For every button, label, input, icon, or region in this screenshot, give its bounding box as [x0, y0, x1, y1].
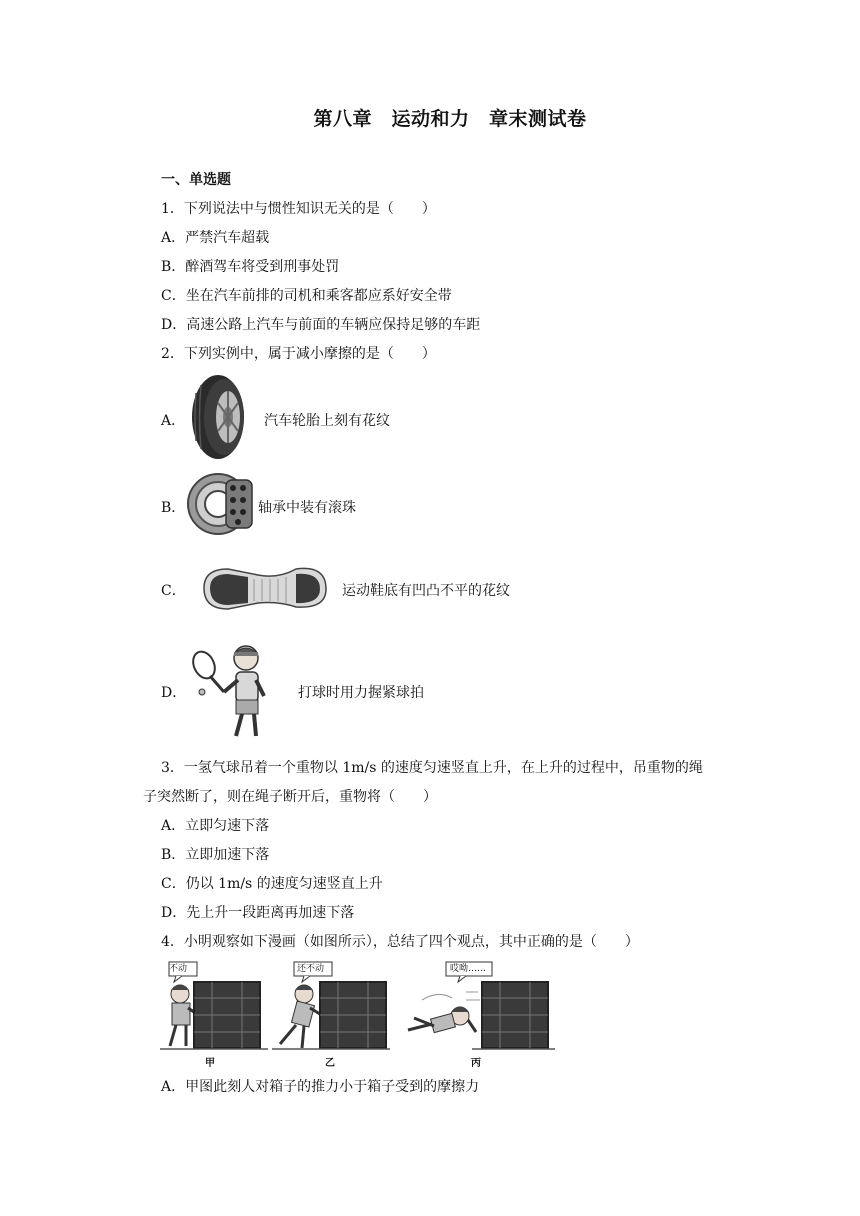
bearing-image — [186, 472, 256, 536]
page-title: 第八章 运动和力 章末测试卷 — [313, 108, 587, 130]
q1-option-a: A．严禁汽车超载 — [161, 230, 270, 246]
question-2-stem: 2．下列实例中，属于减小摩擦的是（ ） — [161, 346, 436, 362]
question-3-stem-line-2: 子突然断了，则在绳子断开后，重物将（ ） — [143, 789, 437, 805]
q3-option-a: A．立即匀速下落 — [161, 818, 270, 834]
comic-label-bing: 丙 — [471, 1058, 481, 1069]
shoe-sole-image — [198, 563, 330, 613]
comic-panel-bing — [402, 960, 557, 1068]
q1-option-c: C．坐在汽车前排的司机和乘客都应系好安全带 — [161, 288, 452, 304]
comic-label-jia: 甲 — [205, 1058, 215, 1069]
comic-label-yi: 乙 — [325, 1058, 335, 1069]
comic-bubble-2: 还不动 — [297, 964, 325, 974]
tire-image — [188, 373, 252, 461]
q2-option-d-letter: D． — [161, 685, 187, 701]
question-4-stem: 4．小明观察如下漫画（如图所示），总结了四个观点，其中正确的是（ ） — [161, 934, 639, 950]
comic-bubble-1: 不动 — [169, 964, 188, 974]
q3-option-b: B．立即加速下落 — [161, 847, 270, 863]
tennis-player-image — [188, 640, 278, 745]
q2-option-d-text: 打球时用力握紧球拍 — [298, 685, 424, 701]
q2-option-b-letter: B． — [161, 500, 186, 516]
q1-option-d: D．高速公路上汽车与前面的车辆应保持足够的车距 — [161, 317, 481, 333]
q2-option-b-text: 轴承中装有滚珠 — [258, 500, 356, 516]
q2-option-a-text: 汽车轮胎上刻有花纹 — [264, 413, 390, 429]
q4-option-a: A．甲图此刻人对箱子的推力小于箱子受到的摩擦力 — [161, 1079, 480, 1095]
q2-option-c-text: 运动鞋底有凹凸不平的花纹 — [342, 583, 510, 599]
question-1-stem: 1．下列说法中与惯性知识无关的是（ ） — [161, 201, 436, 217]
question-3-stem-line-1: 3．一氢气球吊着一个重物以 1m/s 的速度匀速竖直上升，在上升的过程中，吊重物的绳 — [161, 760, 703, 776]
q1-option-b: B．醉酒驾车将受到刑事处罚 — [161, 259, 340, 275]
q3-option-c: C．仍以 1m/s 的速度匀速竖直上升 — [161, 876, 383, 892]
q3-option-d: D．先上升一段距离再加速下落 — [161, 905, 355, 921]
q2-option-c-letter: C． — [161, 583, 186, 599]
comic-panel-jia — [160, 960, 270, 1068]
comic-bubble-3: 哎呦…… — [450, 964, 487, 974]
section-heading: 一、单选题 — [161, 172, 231, 188]
comic-panel-yi — [272, 960, 392, 1068]
q2-option-a-letter: A． — [161, 413, 186, 429]
